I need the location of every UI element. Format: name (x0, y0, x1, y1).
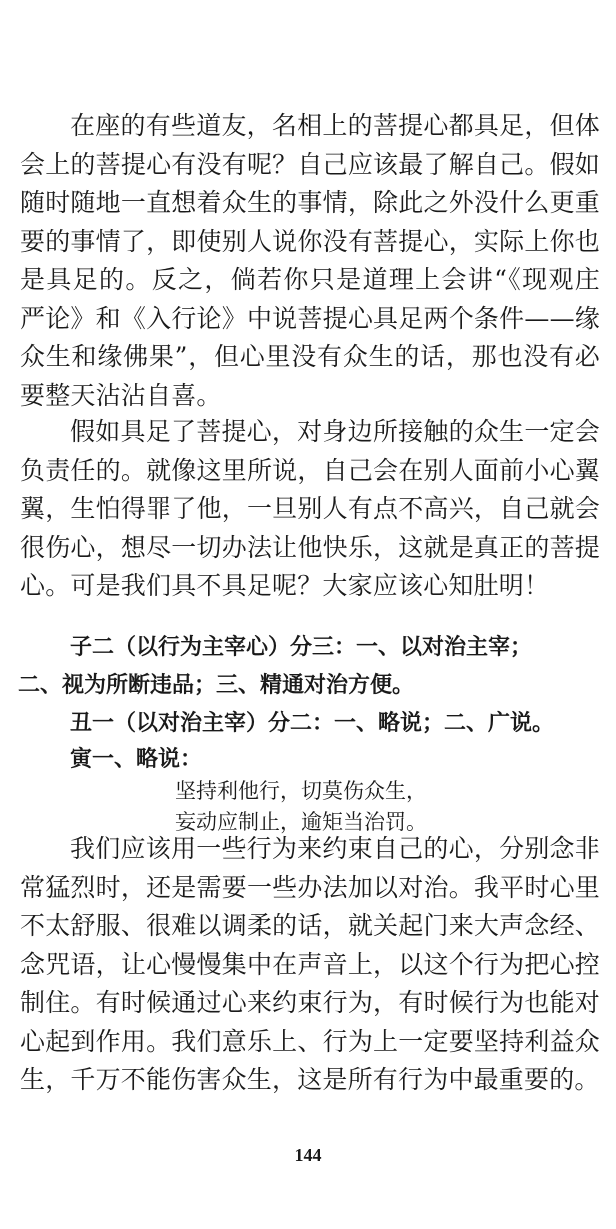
page-number: 144 (294, 1145, 322, 1165)
section-heading-zi-er-continued: 二、视为所断违品；三、精通对治方便。 (18, 673, 415, 698)
paragraph-bodhicitta-reflection: 在座的有些道友，名相上的菩提心都具足，但体会上的菩提心有没有呢？自己应该最了解自己。假如随时随地一直想着众生的事情，除此之外没什么更重要的事情了，即使别人说你没有菩提心，实际上你也是具足的。反之，倘若你只是道理上会讲“《现观庄严论》和《入行论》中说菩提心具足两个条件——缘众生和缘佛果”，但心里没有众生的话，那也没有必要整天沾沾自喜。 (20, 111, 600, 410)
verse-line: 坚持利他行，切莫伤众生， (175, 779, 427, 803)
verse-line: 妄动应制止，逾矩当治罚。 (175, 810, 427, 834)
paragraph-responsibility: 假如具足了菩提心，对身边所接触的众生一定会负责任的。就像这里所说，自己会在别人面前小心翼翼，生怕得罪了他，一旦别人有点不高兴，自己就会很伤心，想尽一切办法让他快乐，这就是真正的菩提心。可是我们具不具足呢？大家应该心知肚明！ (20, 417, 600, 600)
section-heading-yin-yi: 寅一、略说： (70, 747, 203, 772)
section-heading-zi-er: 子二（以行为主宰心）分三：一、以对治主宰； (70, 635, 533, 660)
paragraph-commentary: 我们应该用一些行为来约束自己的心，分别念非常猛烈时，还是需要一些办法加以对治。我平时心里不太舒服、很难以调柔的话，就关起门来大声念经、念咒语，让心慢慢集中在声音上，以这个行为把心控制住。有时候通过心来约束行为，有时候行为也能对心起到作用。我们意乐上、行为上一定要坚持利益众生，千万不能伤害众生，这是所有行为中最重要的。 (20, 834, 600, 1094)
section-heading-chou-yi: 丑一（以对治主宰）分二：一、略说；二、广说。 (70, 711, 555, 736)
